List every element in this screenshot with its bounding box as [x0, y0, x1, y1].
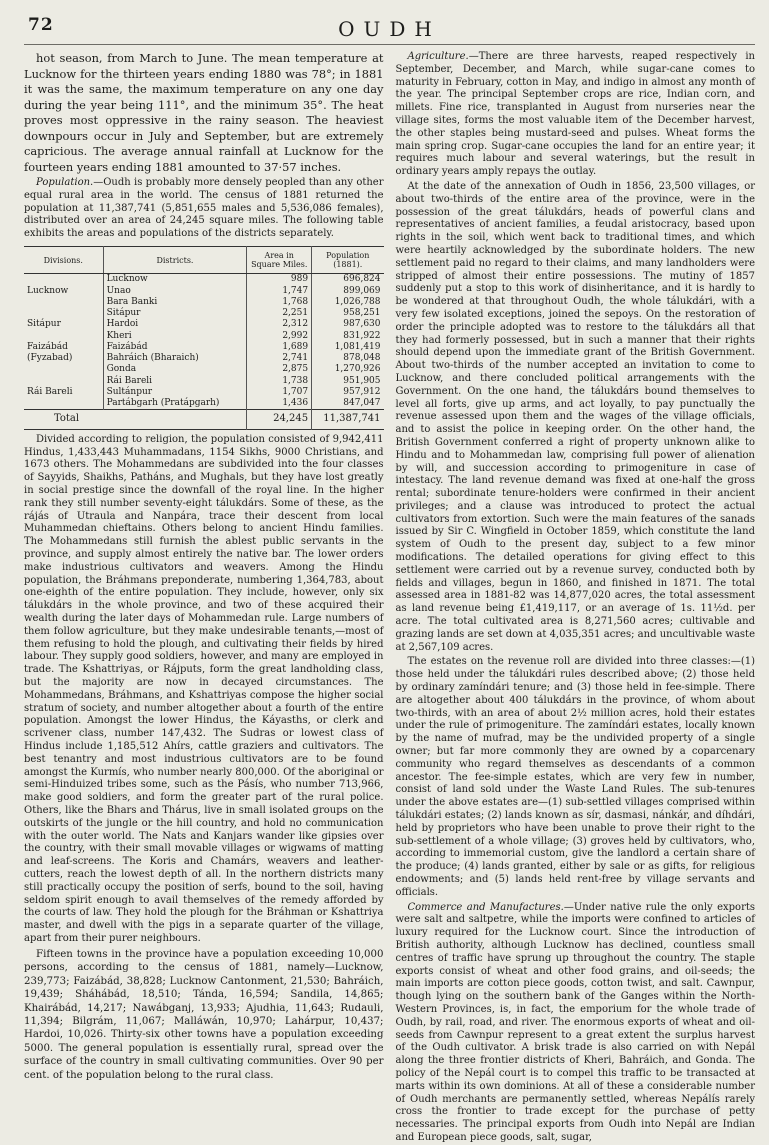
paragraph-estates: The estates on the revenue roll are divided into three classes:—(1) those held under the tálukdári rules described above; (2) those held by ordinary zamíndári tenure; and (3) those held in fee-simple. There are altogether about 400 tálukdárs in the province, of whom about two-thirds, with an area of about 2½ million acres, hold their estates under the rule of primogeniture. The zamíndári estates, locally known by the name of mufrad, may be the undivided property of a single owner; but far more commonly they are owned by a coparcenary community who regard themselves as descendants of a common ancestor. The fee-simple estates, which are very few in number, consist of land sold under the Waste Land Rules. The sub-tenures under the above estates are—(1) sub-settled villages comprised within tálukdári estates; (2) lands known as sír, dasmasi, nánkár, and díhdári, held by proprietors who have been unable to prove their right to the sub-settlement of a whole village; (3) groves held by cultivators, who, according to immemorial custom, give the landlord a certain share of the produce; (4) lands granted, either by sale or as gifts, for religious endowments; and (5) lands held rent-free by village servants and officials.	[395, 656, 755, 898]
population-cell: 987,630	[312, 319, 384, 330]
area-cell: 1,689	[247, 342, 312, 353]
division-cell	[24, 297, 103, 308]
area-cell: 1,707	[247, 387, 312, 398]
division-cell	[24, 376, 103, 387]
district-cell: Bahráich (Bharaich)	[103, 353, 247, 364]
total-label: Total	[24, 410, 247, 430]
district-cell: Sultánpur	[103, 387, 247, 398]
area-cell: 2,312	[247, 319, 312, 330]
district-cell: Unao	[103, 286, 247, 297]
division-cell	[24, 274, 103, 286]
division-cell: (Fyzabad)	[27, 353, 73, 364]
table-row	[24, 319, 384, 330]
population-cell: 951,905	[312, 376, 384, 387]
table-row	[24, 376, 384, 387]
district-cell: Partábgarh (Pratápgarh)	[103, 398, 247, 410]
division-cell: Sitápur	[27, 319, 61, 330]
population-table	[24, 246, 384, 430]
paragraph-towns: Fifteen towns in the province have a population exceeding 10,000 persons, according to the census of 1881, namely—Lucknow, 239,773; Faizábád, 38,828; Lucknow Cantonment, 21,530; Bahráich, 19,439; Sháhábád, 18,510; Tánda, 16,594; Sandila, 14,865; Khairábád, 14,217; Nawábganj, 13,933; Ajudhia, 11,643; Rudauli, 11,394; Bilgrám, 11,067; Malláwán, 10,970; Lahárpur, 10,437; Hardoi, 10,026. Thirty-six other towns have a population exceeding 5000. The general population is essentially rural, spread over the surface of the country in small cultivating communities. Over 90 per cent. of the population belong to the rural class.	[24, 948, 384, 1081]
paragraph-commerce	[396, 902, 756, 1145]
side-heading-commerce: Commerce and Manufactures.	[407, 901, 564, 913]
division-cell	[24, 364, 103, 375]
population-cell: 696,824	[312, 274, 384, 286]
area-cell: 989	[247, 274, 312, 286]
population-cell: 1,270,926	[312, 364, 384, 375]
population-cell: 1,081,419	[312, 342, 384, 353]
division-cell: Faizábád	[27, 341, 68, 352]
paragraph-land-tenure: At the date of the annexation of Oudh in 1856, 23,500 villages, or about two-thirds of the entire area of the province, were in the possession of the great tálukdárs, heads of powerful clans and representatives of ancient families, a feudal aristocracy, based upon rights in the soil, which went back to traditional times, and which were heartily acknowledged by the subordinate holders. The new settlement paid no regard to their claims, and many landholders were stripped of almost their entire possessions. The mutiny of 1857 suddenly put a stop to this work of disinheritance, and it is hardly to be wondered at that throughout Oudh, the whole tálukdári, with a very few isolated exceptions, joined the sepoys. On the restoration of order the principle adopted was to restore to the tálukdárs all that they had formerly possessed, but in such a manner that their rights should depend upon the immediate grant of the British Government. About two-thirds of the number accepted an invitation to come to Lucknow, and there concluded political arrangements with the Government. On the one hand, the tálukdárs bound themselves to level all forts, give up arms, and act loyally, to pay punctually the revenue assessed upon them and the wages of the village officials, and to assist the police in keeping order. On the other hand, the British Government conferred a right of property unknown alike to Hindu and to Mohammedan law, comprising full power of alienation by will, and succession according to primogeniture in case of intestacy. The land revenue demand was fixed at one-half the gross rental; subordinate tenure-holders were confirmed in their ancient privileges; and a clause was introduced to protect the actual cultivators from extortion. Such were the main features of the sanads issued by Sir C. Wingfield in October 1859, which constitute the land system of Oudh to the present day, subject to a few minor modifications. The detailed operations for giving effect to this settlement were carried out by a revenue survey, conducted both by fields and villages, begun in 1860, and finished in 1871. The total assessed area in 1881-82 was 14,877,020 acres, the total assessment as land revenue being £1,419,117, or an average of 1s. 11½d. per acre. The total cultivated area is 8,271,560 acres; cultivable and grazing lands are set down at 4,035,351 acres; and uncultivable waste at 2,567,109 acres.	[395, 180, 755, 653]
population-cell: 831,922	[312, 331, 384, 342]
right-column	[396, 51, 756, 1145]
area-cell: 1,436	[247, 398, 312, 410]
division-cell	[24, 308, 103, 319]
table-row	[24, 286, 384, 297]
population-cell: 899,069	[312, 286, 384, 297]
paragraph-population	[24, 177, 384, 241]
area-cell: 2,251	[247, 308, 312, 319]
total-population: 11,387,741	[312, 410, 384, 430]
district-cell: Bara Banki	[103, 297, 247, 308]
paragraph-climate: hot season, from March to June. The mean temperature at Lucknow for the thirteen years ending 1880 was 78°; in 1881 it was the same, the maximum temperature on any one day during the year being 111°, and the minimum 35°. The heat proves most oppressive in the rainy season. The heaviest downpours occur in July and September, but are extremely capricious. The average annual rainfall at Lucknow for the fourteen years ending 1881 amounted to 37·57 inches.	[24, 51, 384, 174]
area-cell: 1,768	[247, 297, 312, 308]
district-cell: Rái Bareli	[103, 376, 247, 387]
table-row	[24, 353, 384, 364]
paragraph-religion-castes: Divided according to religion, the population consisted of 9,942,411 Hindus, 1,433,443 Muhammadans, 1154 Sikhs, 9000 Christians, and 1673 others. The Mohammedans are subdivided into the four classes of Sayyids, Shaikhs, Patháns, and Mughals, but they have lost greatly in social prestige since the downfall of the royal line. In the higher rank they still number seventy-eight tálukdárs. Some of these, as the rájás of Utraula and Nanpára, trace their descent from local Muhammedan chieftains. Others belong to ancient Hindu families. The Mohammedans still furnish the ablest public servants in the province, and supply almost entirely the native bar. The lower orders make industrious cultivators and weavers. Among the Hindu population, the Bráhmans preponderate, numbering 1,364,783, about one-eighth of the entire population. They include, however, only six tálukdárs in the whole province, and two of these acquired their wealth during the later days of Mohammedan rule. Large numbers of them follow agriculture, but they make undesirable tenants,—most of them refusing to hold the plough, and cultivating their fields by hired labour. They supply good soldiers, however, and many are employed in trade. The Kshattriyas, or Rájputs, form the great landholding class, but the majority are now in decayed circumstances. The Mohammedans, Bráhmans, and Kshattriyas compose the higher social stratum of society, and number altogether about a fourth of the entire population. Amongst the lower Hindus, the Káyasths, or clerk and scrivener class, number 147,432. The Sudras or lowest class of Hindus include 1,185,512 Ahírs, cattle graziers and cultivators. The best tenantry and most industrious cultivators are to be found amongst the Kurmís, who number nearly 800,000. Of the aboriginal or semi-Hinduized tribes some, such as the Pásís, who number 713,966, make good soldiers, and form the greater part of the rural police. Others, like the Bhars and Thárus, live in small isolated groups on the outskirts of the jungle or the hill country, and hold no communication with the outer world. The Nats and Kanjars wander like gipsies over the country, with their small movable villages or wigwams of matting and leaf-screens. The Koris and Chamárs, weavers and leather-cutters, reach the lowest depth of all. In the northern districts many still practically occupy the position of serfs, bound to the soil, having seldom spirit enough to avail themselves of the remedy afforded by the courts of law. They hold the plough for the Bráhman or Kshattriya master, and dwell with the pigs in a separate quarter of the village, apart from their purer neighbours.	[24, 433, 384, 944]
district-cell: Kheri	[103, 331, 247, 342]
col-header-population: Population (1881).	[312, 246, 384, 273]
paragraph-agriculture	[396, 51, 756, 179]
table-row	[24, 364, 384, 375]
population-cell: 847,047	[312, 398, 384, 410]
table-row	[24, 297, 384, 308]
text-columns	[24, 51, 755, 1145]
page-number: 72	[28, 15, 54, 35]
area-cell: 2,875	[247, 364, 312, 375]
table-row	[24, 398, 384, 410]
paragraph-agriculture-text: —There are three harvests, reaped respectively in September, December, and March, while sugar-cane comes to maturity in February, cotton in May, and indigo in almost any month of the year. The principal September crops are rice, Indian corn, and millets. Fine rice, transplanted in August from nurseries near the village sites, forms the most valuable item of the December harvest, the other staples being mustard-seed and pulses. Wheat forms the main spring crop. Sugar-cane occupies the land for an entire year; it requires much labour and several waterings, but the result in ordinary years amply repays the outlay.	[395, 51, 755, 178]
paragraph-commerce-text: —Under native rule the only exports were salt and saltpetre, while the imports were confined to articles of luxury required for the Lucknow court. Since the introduction of British authority, although Lucknow has declined, countless small centres of traffic have sprung up throughout the country. The staple exports consist of wheat and other food grains, and oil-seeds; the main imports are cotton piece goods, cotton twist, and salt. Cawnpur, though lying on the southern bank of the Ganges within the North-Western Provinces, is, in fact, the emporium for the whole trade of Oudh, by rail, road, and river. The enormous exports of wheat and oil-seeds from Cawnpur represent to a great extent the surplus harvest of the Oudh cultivator. A brisk trade is also carried on with Nepál along the three frontier districts of Kheri, Bahráich, and Gonda. The policy of the Nepál court is to compel this traffic to be transacted at marts within its own dominions. At all of these a considerable number of Oudh merchants are permanently settled, whereas Nepálís rarely cross the frontier to trade except for the purchase of petty necessaries. The principal exports from Oudh into Nepál are Indian and European piece goods, salt, sugar,	[395, 901, 755, 1143]
area-cell: 1,738	[247, 376, 312, 387]
area-cell: 1,747	[247, 286, 312, 297]
page-header	[24, 10, 755, 45]
table-row	[24, 331, 384, 342]
table-row	[24, 387, 384, 398]
population-cell: 957,912	[312, 387, 384, 398]
population-cell: 958,251	[312, 308, 384, 319]
col-header-divisions: Divisions.	[24, 246, 103, 273]
division-cell: Rái Bareli	[27, 386, 73, 397]
side-heading-agriculture: Agriculture.	[407, 51, 469, 62]
population-cell: 1,026,788	[312, 297, 384, 308]
left-column	[24, 51, 384, 1145]
area-cell: 2,741	[247, 353, 312, 364]
district-cell: Sitápur	[103, 308, 247, 319]
district-cell: Hardoi	[103, 319, 247, 330]
table-total-row	[24, 410, 384, 430]
district-cell: Faizábád	[103, 342, 247, 353]
table-row	[24, 274, 384, 286]
side-heading-population: Population.	[36, 177, 94, 188]
division-cell: Lucknow	[27, 285, 69, 296]
table-row	[24, 308, 384, 319]
col-header-districts: Districts.	[103, 246, 247, 273]
table-body	[24, 274, 384, 430]
table-header-row	[24, 246, 384, 273]
paragraph-population-text: —Oudh is probably more densely peopled than any other equal rural area in the world. The census of 1881 returned the population at 11,387,741 (5,851,655 males and 5,536,086 females), distributed over an area of 24,245 square miles. The following table exhibits the areas and populations of the districts separately.	[24, 177, 384, 240]
population-cell: 878,048	[312, 353, 384, 364]
total-area: 24,245	[247, 410, 312, 430]
table-row	[24, 342, 384, 353]
col-header-area: Area in Square Miles.	[247, 246, 312, 273]
district-cell: Gonda	[103, 364, 247, 375]
district-cell: Lucknow	[103, 274, 247, 286]
area-cell: 2,992	[247, 331, 312, 342]
division-cell	[24, 398, 103, 410]
running-head: OUDH	[338, 17, 441, 41]
division-cell	[24, 331, 103, 342]
